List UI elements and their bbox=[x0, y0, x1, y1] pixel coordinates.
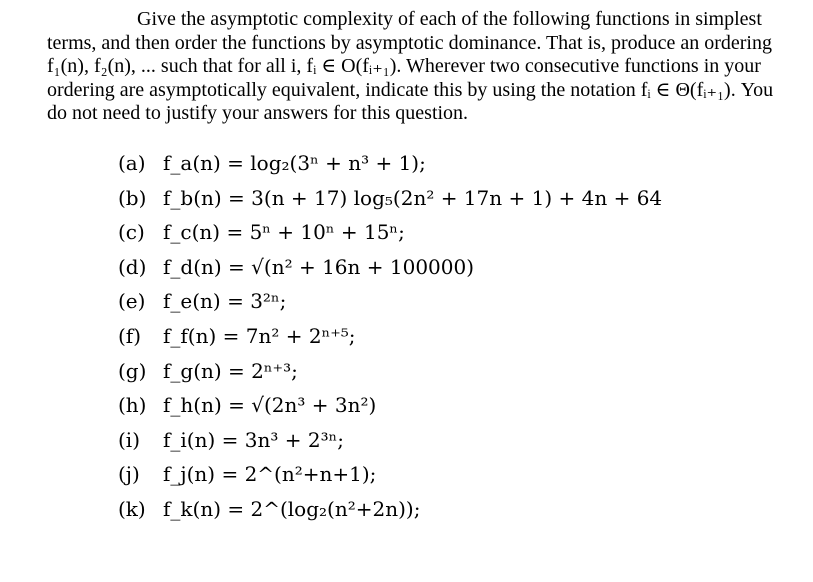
ordering-notation: f₁(n), f₂(n), ... bbox=[47, 55, 156, 77]
list-item bbox=[118, 284, 662, 319]
list-item bbox=[118, 457, 662, 492]
item-label: (i) bbox=[118, 427, 141, 452]
list-item bbox=[118, 388, 662, 423]
item-label: (e) bbox=[118, 289, 146, 314]
function-k: f_k(n) = 2^(log₂(n²+2n)); bbox=[163, 496, 421, 521]
question-prompt bbox=[47, 8, 795, 126]
list-item bbox=[118, 492, 662, 527]
intro-text-continued: such that for all i, fᵢ ∈ O(fᵢ₊₁). Wherever two consecutive functions in your ordering are asymptotically equivalent, indicate this by using the notation fᵢ ∈ Θ(fᵢ₊₁). You do not need to justify your answers for this question. bbox=[47, 55, 774, 124]
function-c: f_c(n) = 5ⁿ + 10ⁿ + 15ⁿ; bbox=[163, 220, 405, 245]
function-j: f_j(n) = 2^(n²+n+1); bbox=[163, 462, 377, 487]
function-d: f_d(n) = √(n² + 16n + 100000) bbox=[163, 254, 475, 279]
list-item bbox=[118, 319, 662, 354]
list-item bbox=[118, 354, 662, 389]
intro-text: Give the asymptotic complexity of each of the following functions in simplest terms, and then order the functions by asymptotic dominance. That is, produce an ordering bbox=[47, 8, 772, 54]
list-item bbox=[118, 215, 662, 250]
item-label: (j) bbox=[118, 462, 140, 487]
list-item bbox=[118, 181, 662, 216]
list-item bbox=[118, 423, 662, 458]
function-b: f_b(n) = 3(n + 17) log₅(2n² + 17n + 1) + 4n + 64 bbox=[163, 185, 663, 210]
function-e: f_e(n) = 3²ⁿ; bbox=[163, 289, 287, 314]
function-i: f_i(n) = 3n³ + 2³ⁿ; bbox=[163, 427, 344, 452]
item-label: (d) bbox=[118, 254, 147, 279]
item-label: (c) bbox=[118, 220, 145, 245]
function-f: f_f(n) = 7n² + 2ⁿ⁺⁵; bbox=[163, 323, 356, 348]
function-g: f_g(n) = 2ⁿ⁺³; bbox=[163, 358, 298, 383]
function-h: f_h(n) = √(2n³ + 3n²) bbox=[163, 393, 377, 418]
item-label: (a) bbox=[118, 151, 146, 175]
item-label: (b) bbox=[118, 185, 147, 210]
item-label: (g) bbox=[118, 358, 147, 383]
list-item bbox=[118, 146, 662, 181]
list-item bbox=[118, 250, 662, 285]
item-label: (h) bbox=[118, 393, 147, 418]
item-label: (f) bbox=[118, 323, 142, 348]
function-a: f_a(n) = log₂(3ⁿ + n³ + 1); bbox=[163, 151, 426, 175]
function-list bbox=[118, 146, 662, 527]
item-label: (k) bbox=[118, 496, 146, 521]
